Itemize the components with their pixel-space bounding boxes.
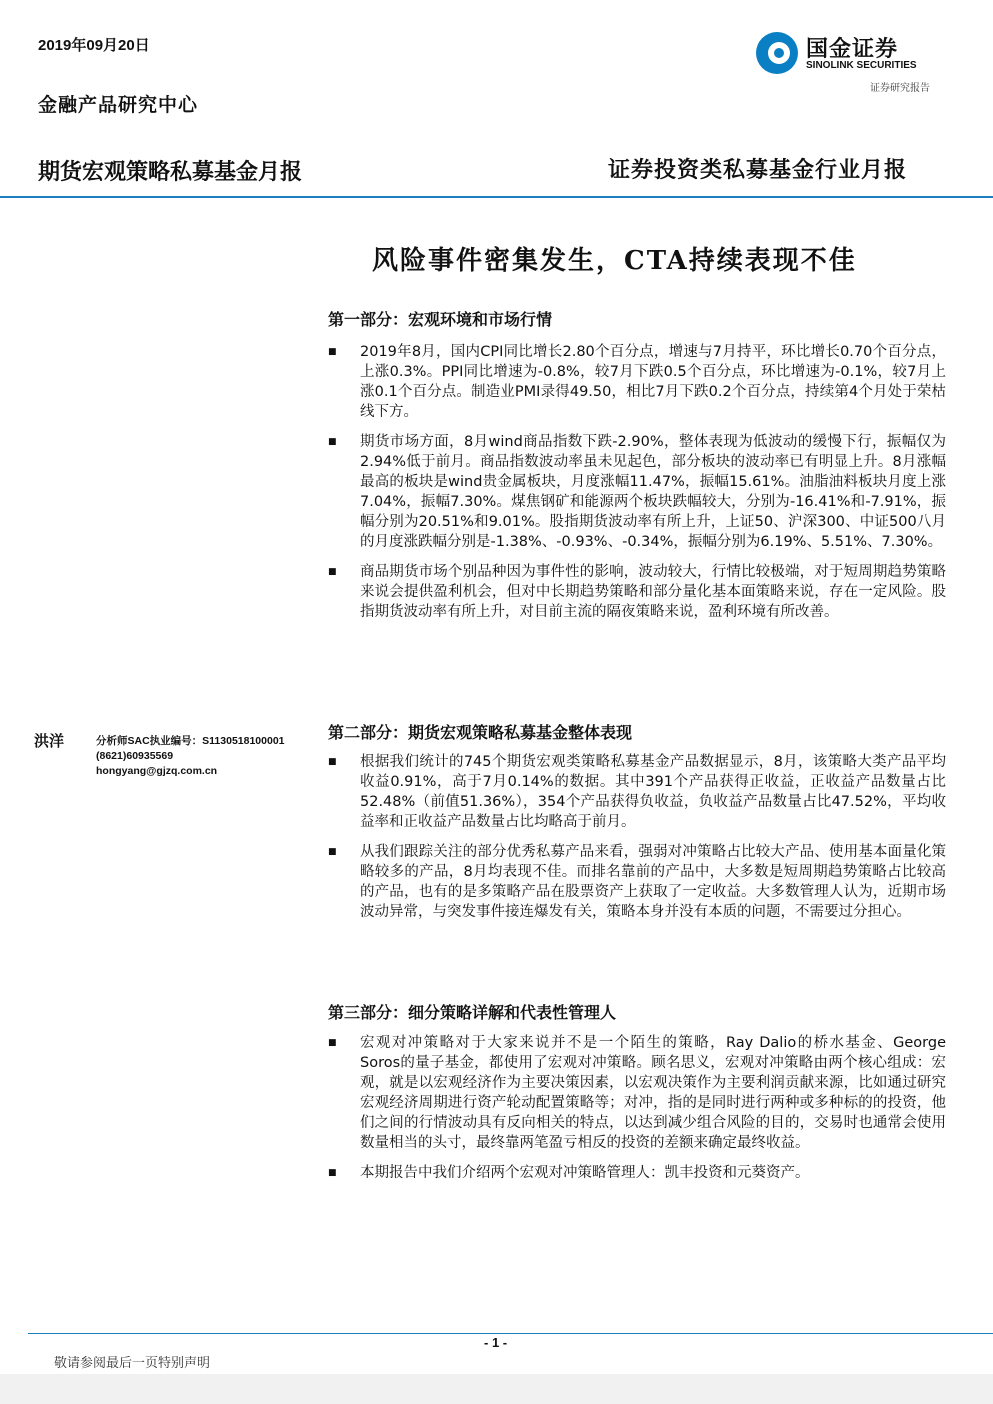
- section-title-1: 第一部分：宏观环境和市场行情: [328, 310, 553, 329]
- bullet-item: ■ 2019年8月，国内CPI同比增长2.80个百分点，增速与7月持平，环比增长0.70个百分点，上涨0.3%。PPI同比增速为-0.8%，较7月下跌0.5个百分点，环比增速为-0.1%，较7月上涨0.1个百分点。制造业PMI录得49.50，相比7月下跌0.2个百分点，持续第4个月处于荣枯线下方。: [328, 342, 946, 422]
- report-name: 期货宏观策略私募基金月报: [38, 160, 303, 185]
- page-number: - 1 -: [484, 1335, 508, 1350]
- section-title-2: 第二部分：期货宏观策略私募基金整体表现: [328, 723, 633, 742]
- report-category: 证券投资类私募基金行业月报: [608, 157, 908, 183]
- bullet-item: ■ 宏观对冲策略对于大家来说并不是一个陌生的策略，Ray Dalio的桥水基金、George Soros的量子基金，都使用了宏观对冲策略。顾名思义，宏观对冲策略由两个核心组成：宏观，就是以宏观经济作为主要决策因素，以宏观决策作为主要利润贡献来源，比如通过研究宏观经济周期进行资产轮动配置策略等；对冲，指的是同时进行两种或多种标的的投资，他们之间的行情波动具有反向相关的特点，以达到减少组合风险的目的，交易时也通常会使用数量相当的头寸，最终靠两笔盈亏相反的投资的差额来确定最终收益。: [328, 1033, 946, 1153]
- analyst-email[interactable]: hongyang@gjzq.com.cn: [96, 765, 218, 777]
- section-3-bullets: [328, 1033, 946, 1183]
- headline: 风险事件密集发生，CTA持续表现不佳: [372, 246, 857, 276]
- bullet-item: ■ 从我们跟踪关注的部分优秀私募产品来看，强弱对冲策略占比较大产品、使用基本面量化策略较多的产品，8月均表现不佳。而排名靠前的产品中，大多数是短周期趋势策略占比较高的产品，也有的是多策略产品在股票资产上获取了一定收益。大多数管理人认为，近期市场波动异常，与突发事件接连爆发有关，策略本身并没有本质的问题，不需要过分担心。: [328, 842, 946, 922]
- section-1-bullets: [328, 342, 946, 622]
- bullet-item: ■ 本期报告中我们介绍两个宏观对冲策略管理人：凯丰投资和元葵资产。: [328, 1163, 946, 1183]
- footer-band: [0, 1374, 993, 1404]
- bullet-item: ■ 根据我们统计的745个期货宏观类策略私募基金产品数据显示，8月，该策略大类产品平均收益0.91%，高于7月0.14%的数据。其中391个产品获得正收益，正收益产品数量占比52.48%（前值51.36%），354个产品获得负收益，负收益产品数量占比47.52%，平均收益率和正收益产品数量占比均略高于前月。: [328, 752, 946, 832]
- report-date: 2019年09月20日: [38, 37, 150, 54]
- header-divider: [0, 196, 993, 198]
- department-name: 金融产品研究中心: [38, 94, 199, 116]
- analyst-name: 洪洋: [34, 732, 65, 750]
- section-2-bullets: [328, 752, 946, 922]
- analyst-cert: 分析师SAC执业编号：S1130518100001: [96, 735, 285, 747]
- disclaimer-text: 敬请参阅最后一页特别声明: [54, 1356, 211, 1371]
- bullet-item: ■ 商品期货市场个别品种因为事件性的影响，波动较大，行情比较极端，对于短周期趋势策略来说会提供盈利机会，但对中长期趋势策略和部分量化基本面策略来说，存在一定风险。股指期货波动率有所上升，对目前主流的隔夜策略来说，盈利环境有所改善。: [328, 562, 946, 622]
- analyst-phone: (8621)60935569: [96, 750, 174, 762]
- bullet-item: ■ 期货市场方面，8月wind商品指数下跌-2.90%，整体表现为低波动的缓慢下行，振幅仅为2.94%低于前月。商品指数波动率虽未见起色，部分板块的波动率已有明显上升。8月涨幅最高的板块是wind贵金属板块，月度涨幅11.47%，振幅15.61%。油脂油料板块月度上涨7.04%，振幅7.30%。煤焦钢矿和能源两个板块跌幅较大，分别为-16.41%和-7.91%，振幅分别为20.51%和9.01%。股指期货波动率有所上升，上证50、沪深300、中证500八月的月度涨跌幅分别是-1.38%、-0.93%、-0.34%，振幅分别为6.19%、5.51%、7.30%。: [328, 432, 946, 552]
- logo-chinese-text: 国金证券: [806, 37, 899, 62]
- section-title-3: 第三部分：细分策略详解和代表性管理人: [328, 1003, 617, 1022]
- logo-english-text: SINOLINK SECURITIES: [806, 60, 917, 71]
- analyst-info: [96, 734, 285, 779]
- footer-divider: [28, 1333, 993, 1334]
- logo-subtitle: 证券研究报告: [870, 83, 930, 94]
- logo-circle-icon: [756, 32, 798, 74]
